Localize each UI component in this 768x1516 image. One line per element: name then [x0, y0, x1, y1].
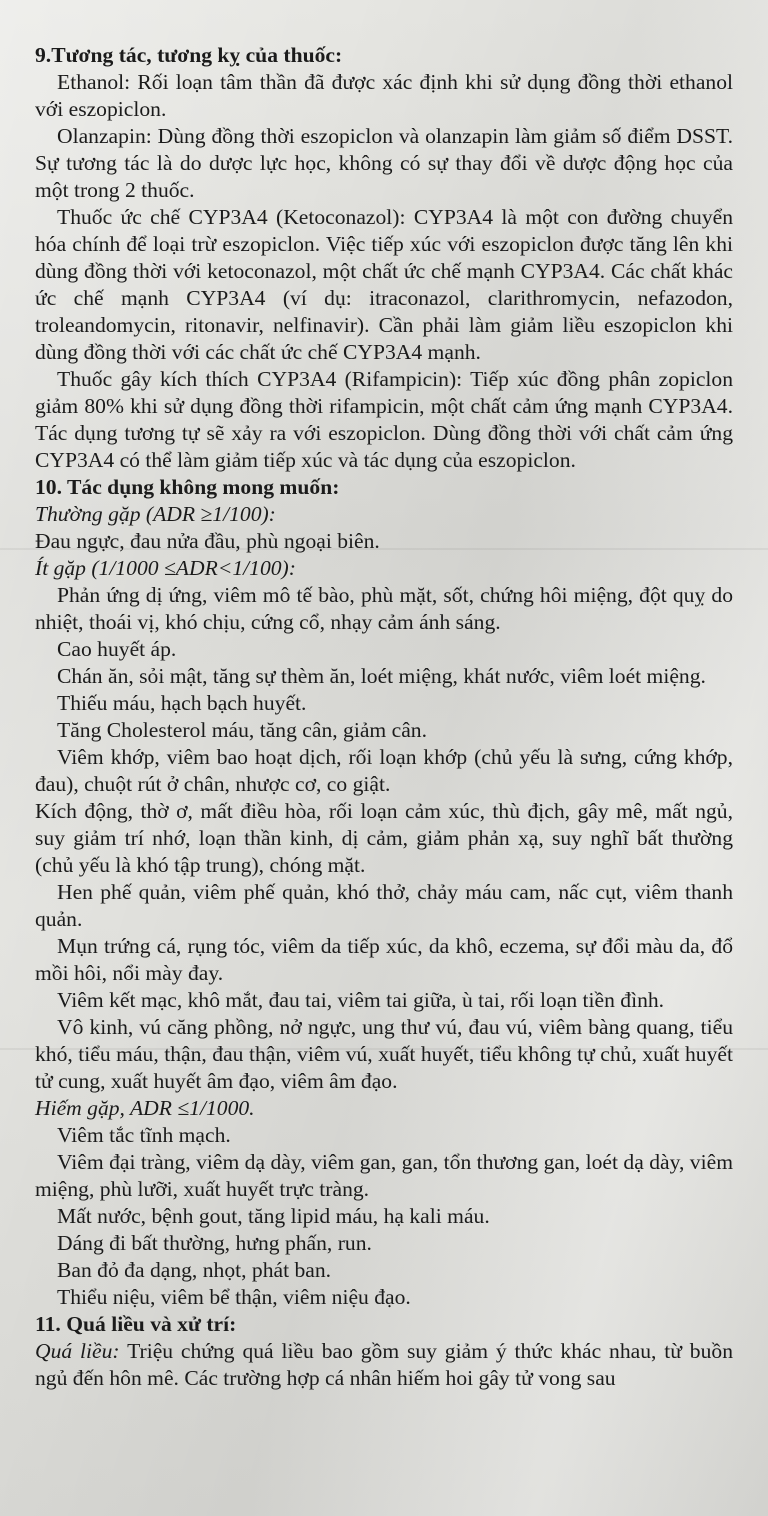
uncommon-item: Chán ăn, sỏi mật, tăng sự thèm ăn, loét miệng, khát nước, viêm loét miệng. — [57, 664, 706, 688]
rare-item: Ban đỏ đa dạng, nhọt, phát ban. — [57, 1258, 332, 1282]
uncommon-item: Mụn trứng cá, rụng tóc, viêm da tiếp xúc, da khô, eczema, sự đổi màu da, đổ mồi hôi, nổi mày đay. — [35, 934, 733, 985]
rare-item: Thiểu niệu, viêm bể thận, viêm niệu đạo. — [57, 1285, 411, 1309]
section-9-heading: 9.Tương tác, tương kỵ của thuốc: — [35, 43, 343, 67]
rare-item: Viêm đại tràng, viêm dạ dày, viêm gan, gan, tổn thương gan, loét dạ dày, viêm miệng, phù lưỡi, xuất huyết trực tràng. — [35, 1150, 733, 1201]
uncommon-item: Vô kinh, vú căng phồng, nở ngực, ung thư vú, đau vú, viêm bàng quang, tiểu khó, tiểu máu, thận, đau thận, viêm vú, xuất huyết, tiểu không tự chủ, xuất huyết tử cung, xuất huyết âm đạo, viêm âm đạo. — [35, 1015, 733, 1093]
rare-item: Mất nước, bệnh gout, tăng lipid máu, hạ kali máu. — [57, 1204, 490, 1228]
interaction-olanzapin: Olanzapin: Dùng đồng thời eszopiclon và olanzapin làm giảm số điểm DSST. Sự tương tác là do dược lực học, không có sự thay đổi về dược động học của một trong 2 thuốc. — [35, 124, 733, 202]
interaction-cyp3a4-inhibitor: Thuốc ức chế CYP3A4 (Ketoconazol): CYP3A4 là một con đường chuyển hóa chính để loại trừ eszopiclon. Việc tiếp xúc với eszopiclon được tăng lên khi dùng đồng thời với ketoconazol, một chất ức chế mạnh CYP3A4. Các chất khác ức chế mạnh CYP3A4 (ví dụ: itraconazol, clarithromycin, nefazodon, troleandomycin, ritonavir, nelfinavir). Cần phải làm giảm liều eszopiclon khi dùng đồng thời với các chất ức chế CYP3A4 mạnh. — [35, 205, 733, 364]
uncommon-item: Cao huyết áp. — [57, 637, 177, 661]
document-body — [35, 42, 733, 1392]
uncommon-item: Viêm kết mạc, khô mắt, đau tai, viêm tai giữa, ù tai, rối loạn tiền đình. — [57, 988, 665, 1012]
uncommon-item: Viêm khớp, viêm bao hoạt dịch, rối loạn khớp (chủ yếu là sưng, cứng khớp, đau), chuột rút ở chân, nhược cơ, co giật. — [35, 745, 733, 796]
section-10-heading: 10. Tác dụng không mong muốn: — [35, 475, 340, 499]
interaction-ethanol: Ethanol: Rối loạn tâm thần đã được xác định khi sử dụng đồng thời ethanol với eszopiclon. — [35, 70, 733, 121]
uncommon-item: Tăng Cholesterol máu, tăng cân, giảm cân. — [57, 718, 427, 742]
uncommon-item-noindent: Kích động, thờ ơ, mất điều hòa, rối loạn cảm xúc, thù địch, gây mê, mất ngủ, suy giảm trí nhớ, loạn thần kinh, dị cảm, giảm phản xạ, suy nghĩ bất thường (chủ yếu là khó tập trung), chóng mặt. — [35, 799, 733, 877]
uncommon-item: Phản ứng dị ứng, viêm mô tế bào, phù mặt, sốt, chứng hôi miệng, đột quỵ do nhiệt, thoái vị, khó chịu, cứng cổ, nhạy cảm ánh sáng. — [35, 583, 733, 634]
common-text: Đau ngực, đau nửa đầu, phù ngoại biên. — [35, 529, 380, 553]
rare-label: Hiếm gặp, ADR ≤1/1000. — [35, 1096, 255, 1120]
section-11-heading: 11. Quá liều và xử trí: — [35, 1312, 237, 1336]
interaction-cyp3a4-inducer: Thuốc gây kích thích CYP3A4 (Rifampicin): Tiếp xúc đồng phân zopiclon giảm 80% khi sử dụng đồng thời rifampicin, một chất cảm ứng mạnh CYP3A4. Tác dụng tương tự sẽ xảy ra với eszopiclon. Dùng đồng thời với chất cảm ứng CYP3A4 có thể làm giảm tiếp xúc và tác dụng của eszopiclon. — [35, 367, 733, 472]
uncommon-label: Ít gặp (1/1000 ≤ADR<1/100): — [35, 556, 296, 580]
overdose-text: Triệu chứng quá liều bao gồm suy giảm ý thức khác nhau, từ buồn ngủ đến hôn mê. Các trường hợp cá nhân hiếm hoi gây tử vong sau — [35, 1339, 733, 1390]
rare-item: Viêm tắc tĩnh mạch. — [57, 1123, 231, 1147]
rare-item: Dáng đi bất thường, hưng phấn, run. — [57, 1231, 372, 1255]
common-label: Thường gặp (ADR ≥1/100): — [35, 502, 276, 526]
overdose-paragraph — [35, 1338, 733, 1392]
overdose-label: Quá liều: — [35, 1339, 120, 1363]
uncommon-item: Hen phế quản, viêm phế quản, khó thở, chảy máu cam, nấc cụt, viêm thanh quản. — [35, 880, 733, 931]
uncommon-item: Thiếu máu, hạch bạch huyết. — [57, 691, 307, 715]
